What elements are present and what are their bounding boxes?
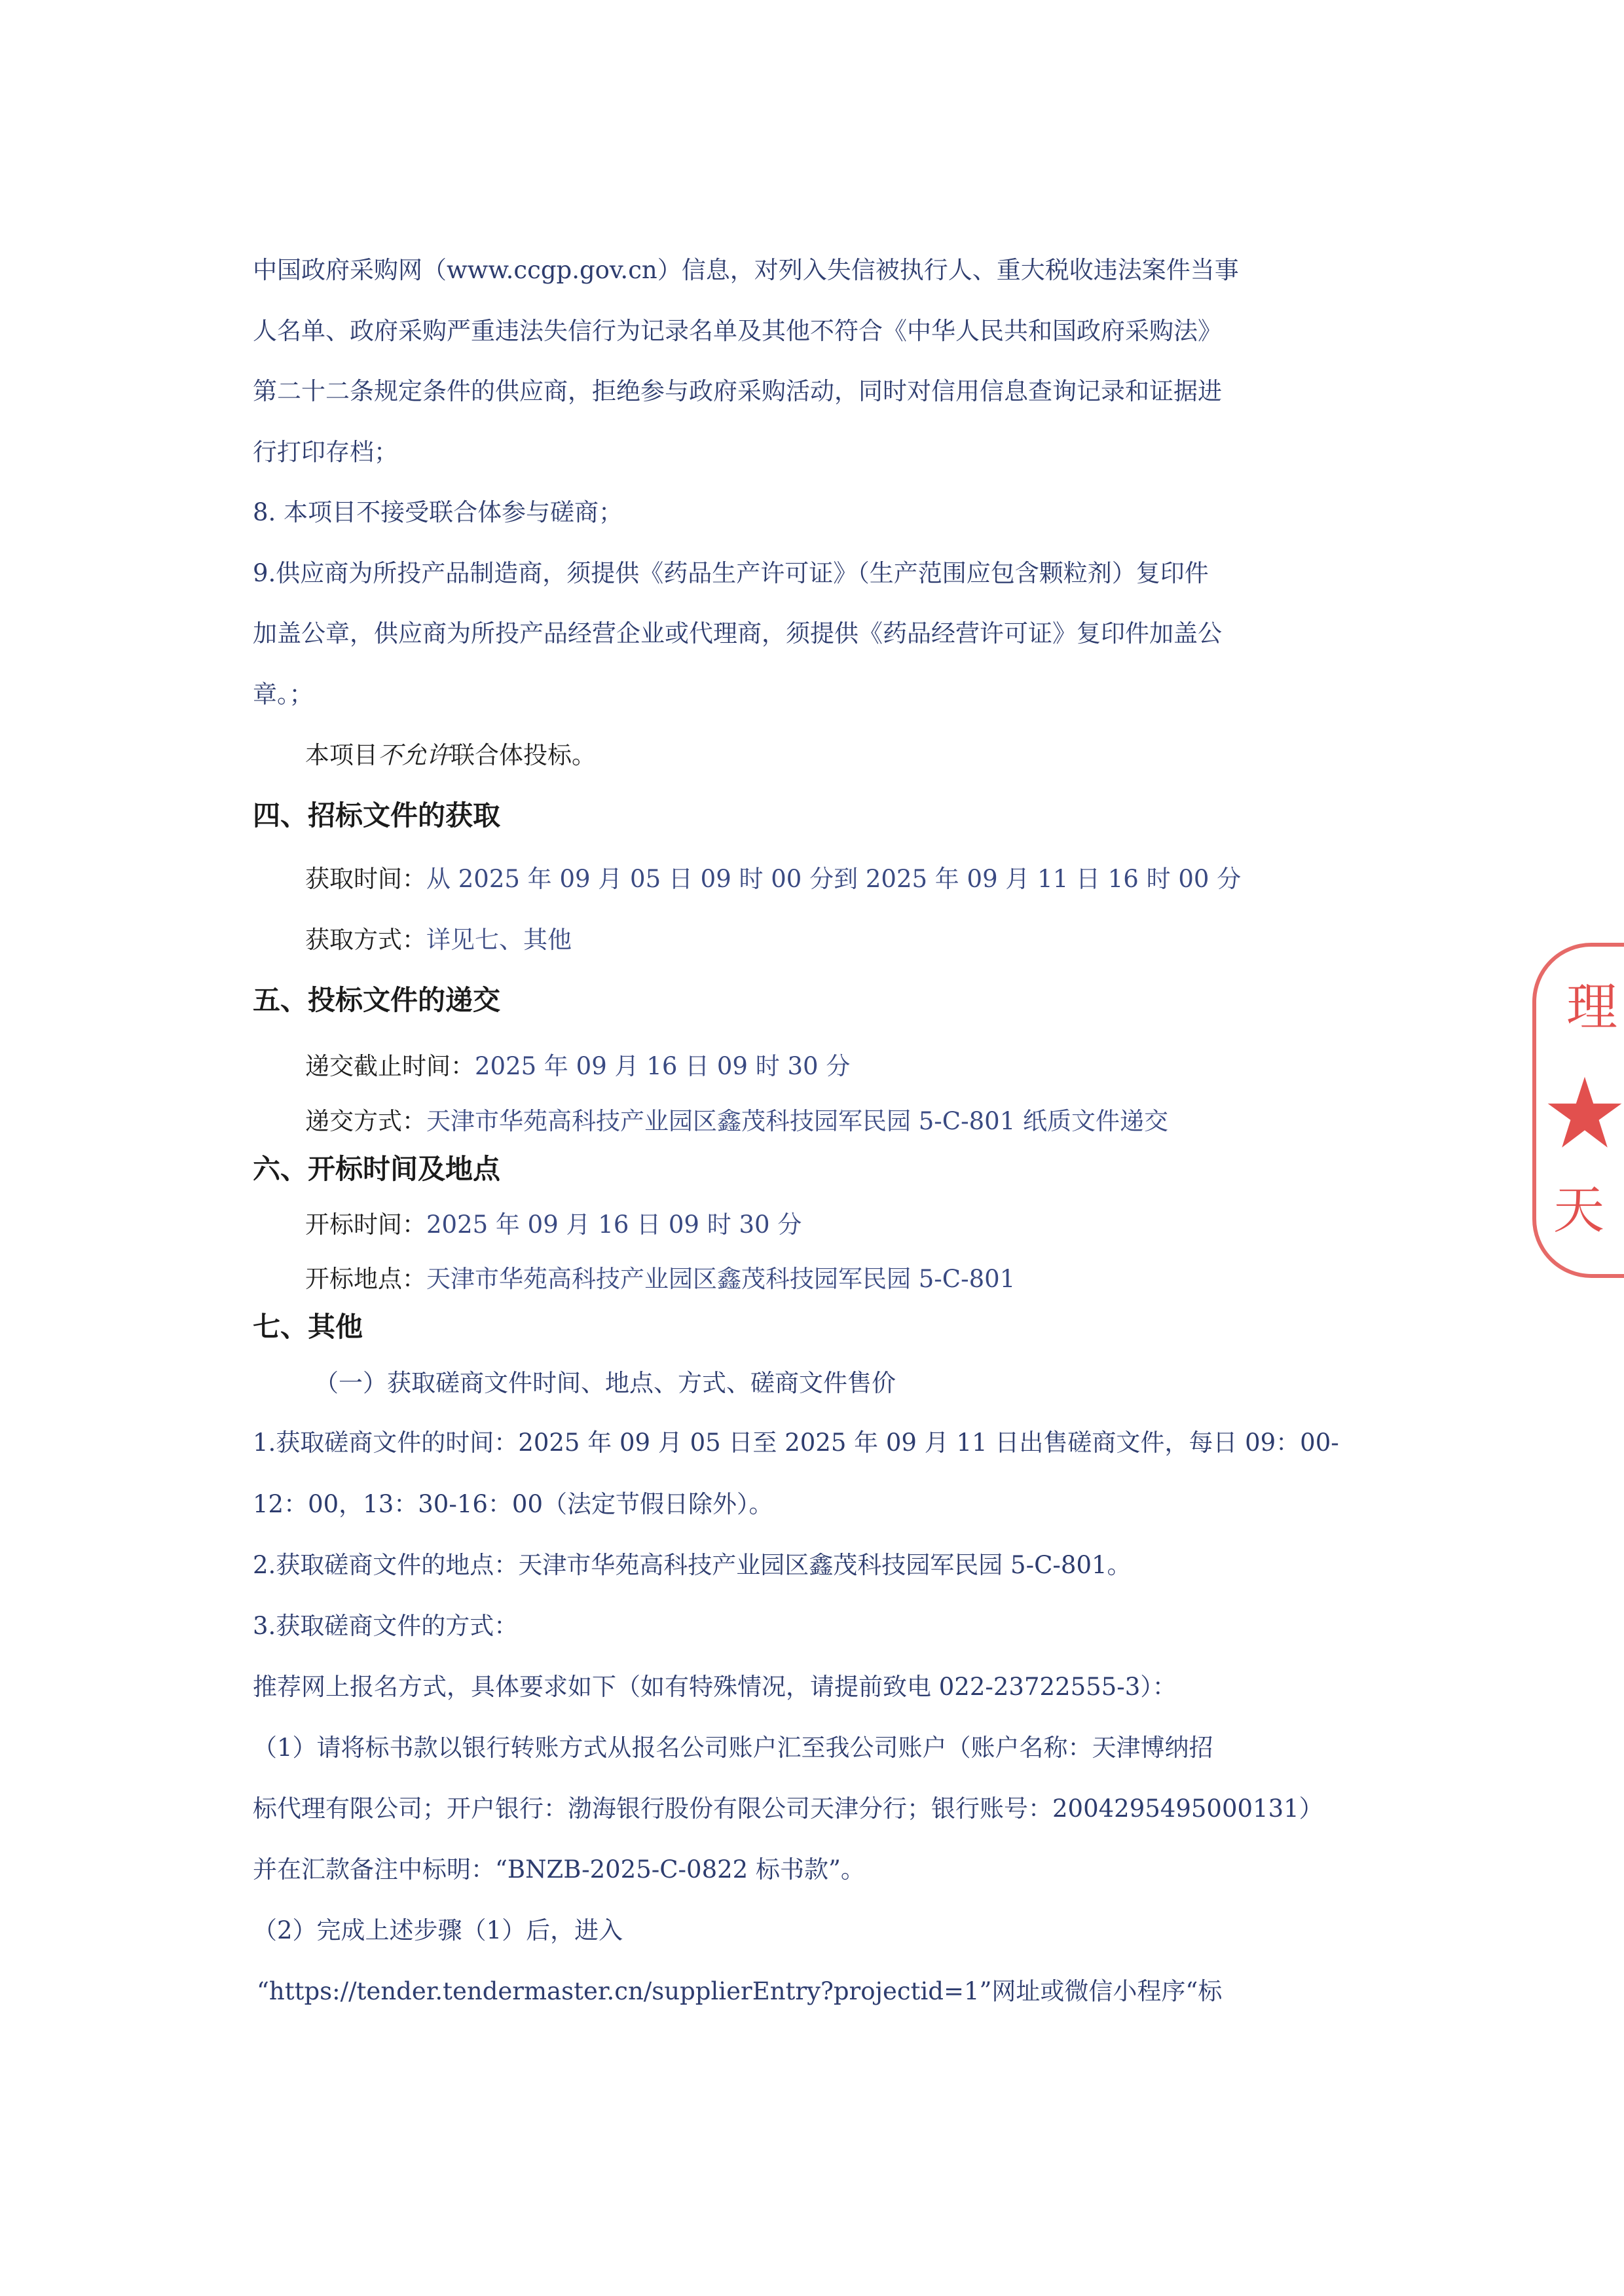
item-9-line-1: 9.供应商为所投产品制造商，须提供《药品生产许可证》（生产范围应包含颗粒剂）复印件 [253, 559, 1209, 587]
body-line-3: 第二十二条规定条件的供应商，拒绝参与政府采购活动，同时对信用信息查询记录和证据进 [253, 377, 1222, 405]
section-4-time-value: 从 2025 年 09 月 05 日 09 时 00 分到 2025 年 09 月 11 日 16 时 00 分 [426, 865, 1242, 893]
section-4-time [305, 862, 1241, 896]
body-line-1: 中国政府采购网（www.ccgp.gov.cn）信息，对列入失信被执行人、重大税收违法案件当事 [253, 256, 1239, 284]
section-5-method [305, 1104, 1168, 1139]
section-5-heading: 五、投标文件的递交 [253, 984, 501, 1016]
section-7-p3: 3.获取磋商文件的方式： [253, 1612, 519, 1640]
section-4-heading: 四、招标文件的获取 [253, 799, 501, 831]
section-7-p4: 推荐网上报名方式，具体要求如下（如有特殊情况，请提前致电 022-23722555-3）： [253, 1673, 1177, 1701]
section-6-place [305, 1262, 1015, 1296]
section-7-p6: （2）完成上述步骤（1）后，进入 [253, 1916, 623, 1944]
section-6-time-label: 开标时间： [305, 1211, 426, 1239]
section-4-method-label: 获取方式： [305, 926, 426, 954]
section-7-p1-line-1: 1.获取磋商文件的时间：2025 年 09 月 05 日至 2025 年 09 月 11 日出售磋商文件，每日 09：00- [253, 1429, 1339, 1457]
consortium-note [305, 738, 596, 773]
seal-text-top: 理 [1566, 978, 1618, 1037]
section-6-time [305, 1208, 802, 1242]
body-line-4: 行打印存档； [253, 438, 398, 466]
section-7-p2: 2.获取磋商文件的地点：天津市华苑高科技产业园区鑫茂科技园军民园 5-C-801。 [253, 1551, 1132, 1579]
section-7-p1-line-2: 12：00，13：30-16：00（法定节假日除外）。 [253, 1490, 773, 1518]
section-6-place-label: 开标地点： [305, 1265, 426, 1293]
section-5-deadline-value: 2025 年 09 月 16 日 09 时 30 分 [475, 1052, 851, 1080]
section-6-heading: 六、开标时间及地点 [253, 1153, 501, 1185]
section-5-method-value: 天津市华苑高科技产业园区鑫茂科技园军民园 5-C-801 纸质文件递交 [426, 1107, 1168, 1135]
item-8: 8. 本项目不接受联合体参与磋商； [253, 498, 623, 526]
consortium-emphasis: 不允许 [378, 741, 451, 769]
seal-text-bottom: 天 [1553, 1181, 1605, 1240]
section-7-p5-line-1: （1）请将标书款以银行转账方式从报名公司账户汇至我公司账户（账户名称：天津博纳招 [253, 1734, 1213, 1762]
section-4-time-label: 获取时间： [305, 865, 426, 893]
section-6-time-value: 2025 年 09 月 16 日 09 时 30 分 [426, 1211, 802, 1239]
item-9-line-2: 加盖公章，供应商为所投产品经营企业或代理商，须提供《药品经营许可证》复印件加盖公 [253, 619, 1222, 647]
consortium-suffix: 联合体投标。 [451, 741, 596, 769]
body-line-2: 人名单、政府采购严重违法失信行为记录名单及其他不符合《中华人民共和国政府采购法》 [253, 317, 1222, 345]
section-7-sub-1: （一）获取磋商文件时间、地点、方式、磋商文件售价 [314, 1369, 896, 1397]
section-4-method-value: 详见七、其他 [426, 926, 572, 954]
section-7-p5-line-2: 标代理有限公司；开户银行：渤海银行股份有限公司天津分行；银行账号：2004295495000131） [253, 1795, 1323, 1823]
section-5-method-label: 递交方式： [305, 1107, 426, 1135]
section-7-p5-line-3: 并在汇款备注中标明：“BNZB-2025-C-0822 标书款”。 [253, 1855, 865, 1884]
section-6-place-value: 天津市华苑高科技产业园区鑫茂科技园军民园 5-C-801 [426, 1265, 1016, 1293]
section-5-deadline-label: 递交截止时间： [305, 1052, 475, 1080]
section-7-heading: 七、其他 [253, 1311, 363, 1343]
consortium-prefix: 本项目 [305, 741, 378, 769]
item-9-line-3: 章。； [253, 680, 314, 708]
section-4-method [305, 923, 572, 957]
section-7-p7: “https://tender.tendermaster.cn/supplierEntry?projectid=1”网址或微信小程序“标 [257, 1977, 1223, 2005]
section-5-deadline [305, 1049, 850, 1084]
seal-star-icon [1545, 1074, 1624, 1152]
